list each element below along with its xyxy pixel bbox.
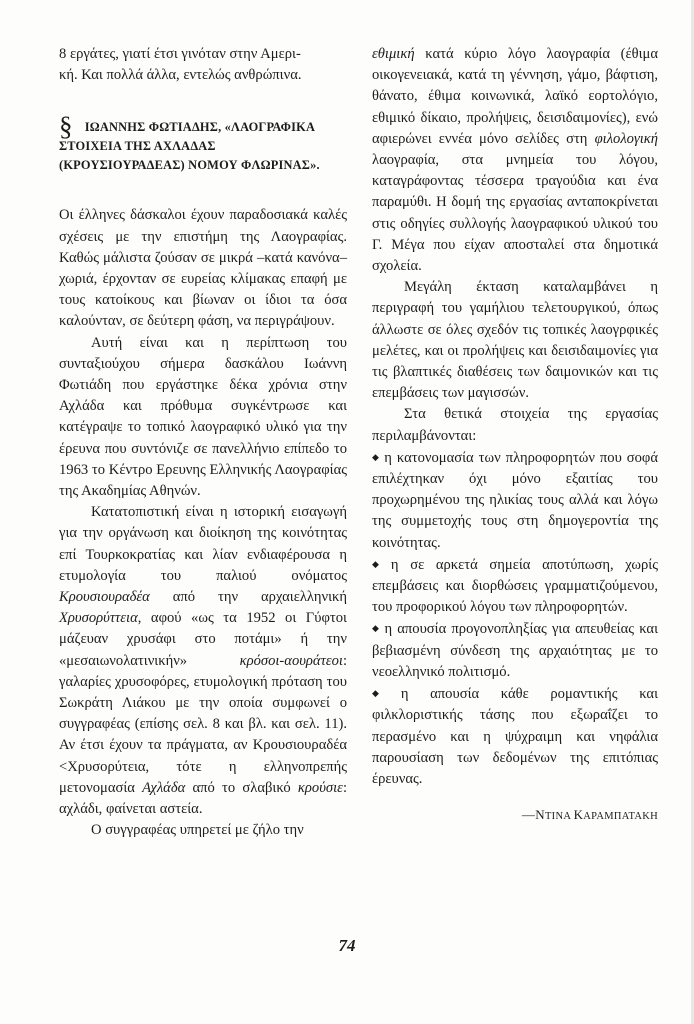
diamond-bullet-icon: ◆ bbox=[372, 451, 381, 462]
diamond-bullet-icon: ◆ bbox=[372, 558, 387, 569]
paragraph-6: Μεγάλη έκταση καταλαμβάνει η περιγραφή του γαμήλιου τελετουργικού, όπως άλλωστε σε όλες σχεδόν τις τοπικές λαογρφικές μελέτες, και οι προλήψεις και δεισιδαιμονίες για τις βλαπτικές διαθέσεις των δαιμονικών και τις επεμβάσεις των μαγισσών. bbox=[372, 279, 658, 402]
paragraph-1: Οι έλληνες δάσκαλοι έχουν παραδοσιακά καλές σχέσεις με την επιστήμη της Λαογραφίας. Καθώς μάλιστα ζούσαν σε μικρά –κατά κανόνα– χωριά, έρχονταν σε ευρείας κλίμακας επαφή με τους κατοίκους και βίωναν οι ίδιοι τα όσα καλούνταν, σε δεύτερη φάση, να περιγράψουν. bbox=[59, 207, 347, 330]
bullet-item: ◆ η σε αρκετά σημεία αποτύπωση, χωρίς επεμβάσεις και διορθώσεις γραμματιζούμενου, του προφορικού λόγου των πληροφορητών. bbox=[372, 556, 658, 616]
heading-line-1: ΙΩΑΝΝΗΣ ΦΩΤΙΑΔΗΣ, «ΛΑΟΓΡΑΦΙΚΑ bbox=[84, 120, 316, 135]
bullet-item: ◆ η απουσία προγονοπληξίας για απευθείας και βεβιασμένη σύνδεση της αρχαιότητας με το νεοελληνικό πολιτισμό. bbox=[372, 621, 658, 680]
left-column bbox=[59, 44, 347, 842]
page-number: 74 bbox=[338, 936, 356, 955]
diamond-bullet-icon: ◆ bbox=[372, 623, 381, 634]
diamond-bullet-icon: ◆ bbox=[372, 688, 397, 699]
paragraph-3: Κατατοπιστική είναι η ιστορική εισαγωγή για την οργάνωση και διοίκηση της κοινότητας επί Τουρκοκρατίας και λίαν ενδιαφέρουσα η ετυμολογία του παλιού ονόματος Κρουσιουραδέα από την αρχαιελληνική Χρυσορύττεια, αφού «ως τα 1952 οι Γύφτοι μάζευαν χρυσάφι στο ποτάμι» ή την «μεσαιωνολατινικήν» κρόσοι-αουράτεοι: γαλαρίες χρυσοφόρες, ετυμολογική πρόταση του Σωκράτη Λιάκου με την οποία συμφωνεί ο συγγραφέας (επίσης σελ. 8 και βλ. και σελ. 11). Αν έτσι έχουν τα πράγματα, αν Κρουσιουραδέα <Χρυσορύτεια, τότε η ελληνοπρεπής μετονομασία Αχλάδα από το σλαβικό κρούσιε: αχλάδι, φαίνεται αστεία. bbox=[59, 504, 347, 818]
review-heading bbox=[59, 111, 347, 175]
heading-line-2: ΣΤΟΙΧΕΙΑ ΤΗΣ ΑΧΛΑΔΑΣ bbox=[59, 139, 216, 154]
bullet-item: ◆ η απουσία κάθε ρομαντικής και φιλκλοριστικής τάσης που εξωραΐζει το περασμένο και η ψύχραιμη και νηφάλια παρουσίαση των δεδομένων της επιτόπιας έρευνας. bbox=[372, 686, 658, 787]
bullet-item: ◆ η κατονομασία των πληροφορητών που σοφά επιλέχτηκαν όχι μόνο εξαιτίας του προχωρημένου της ηλικίας τους αλλά και λόγω της συμμετοχής τους στη δημογεροντία της κοινότητας. bbox=[372, 449, 658, 551]
section-sign-icon: § bbox=[59, 111, 73, 142]
intro-text bbox=[59, 44, 347, 86]
paragraph-2: Αυτή είναι και η περίπτωση του συνταξιούχου σήμερα δασκάλου Ιωάννη Φωτιάδη που εργάστηκε δέκα χρόνια στην Αχλάδα και πρόθυμα συγκέντρωσε και κατέγραψε το τοπικό λαογραφικό υλικό για την έρευνα που συντόνιζε σε πανελλήνιο επίπεδο το 1963 το Κέντρο Ερευνης Ελληνικής Λαογραφίας της Ακαδημίας Αθηνών. bbox=[59, 334, 347, 500]
right-column bbox=[372, 44, 658, 827]
intro-line-2: κή. Και πολλά άλλα, εντελώς ανθρώπινα. bbox=[59, 67, 302, 84]
paragraph-7: Στα θετικά στοιχεία της εργασίας περιλαμβάνονται: bbox=[372, 406, 658, 444]
paragraph-4: Ο συγγραφέας υπηρετεί με ζήλο την bbox=[91, 822, 304, 839]
author-signature: —ΝΤΙΝΑ ΚΑΡΑΜΠΑΤΑΚΗ bbox=[521, 807, 658, 823]
heading-line-3: (ΚΡΟΥΣΙΟΥΡΑΔΕΑΣ) ΝΟΜΟΥ ΦΛΩΡΙΝΑΣ». bbox=[59, 158, 320, 173]
intro-line-1: 8 εργάτες, γιατί έτσι γινόταν στην Αμερι- bbox=[59, 46, 301, 62]
paragraph-5: εθιμική κατά κύριο λόγο λαογραφία (έθιμα οικογενειακά, κατά τη γέννηση, γάμο, βάφτιση, θάνατο, έθιμα κοινωνικά, λαϊκό εορτολόγιο, εθιμικό δίκαιο, προλήψεις, δεισιδαιμονίες), ενώ αφιερώνει εννέα μόνο σελίδες στη φιλολογική λαογραφία, στα μνημεία του λόγου, καταγράφοντας τέσσερα τραγούδια και ένα παραμύθι. Η δομή της εργασίας ανταποκρίνεται στις οδηγίες συλλογής λαογραφικού υλικού του Γ. Μέγα που είχαν αποσταλεί στα δημοτικά σχολεία. bbox=[372, 46, 658, 275]
